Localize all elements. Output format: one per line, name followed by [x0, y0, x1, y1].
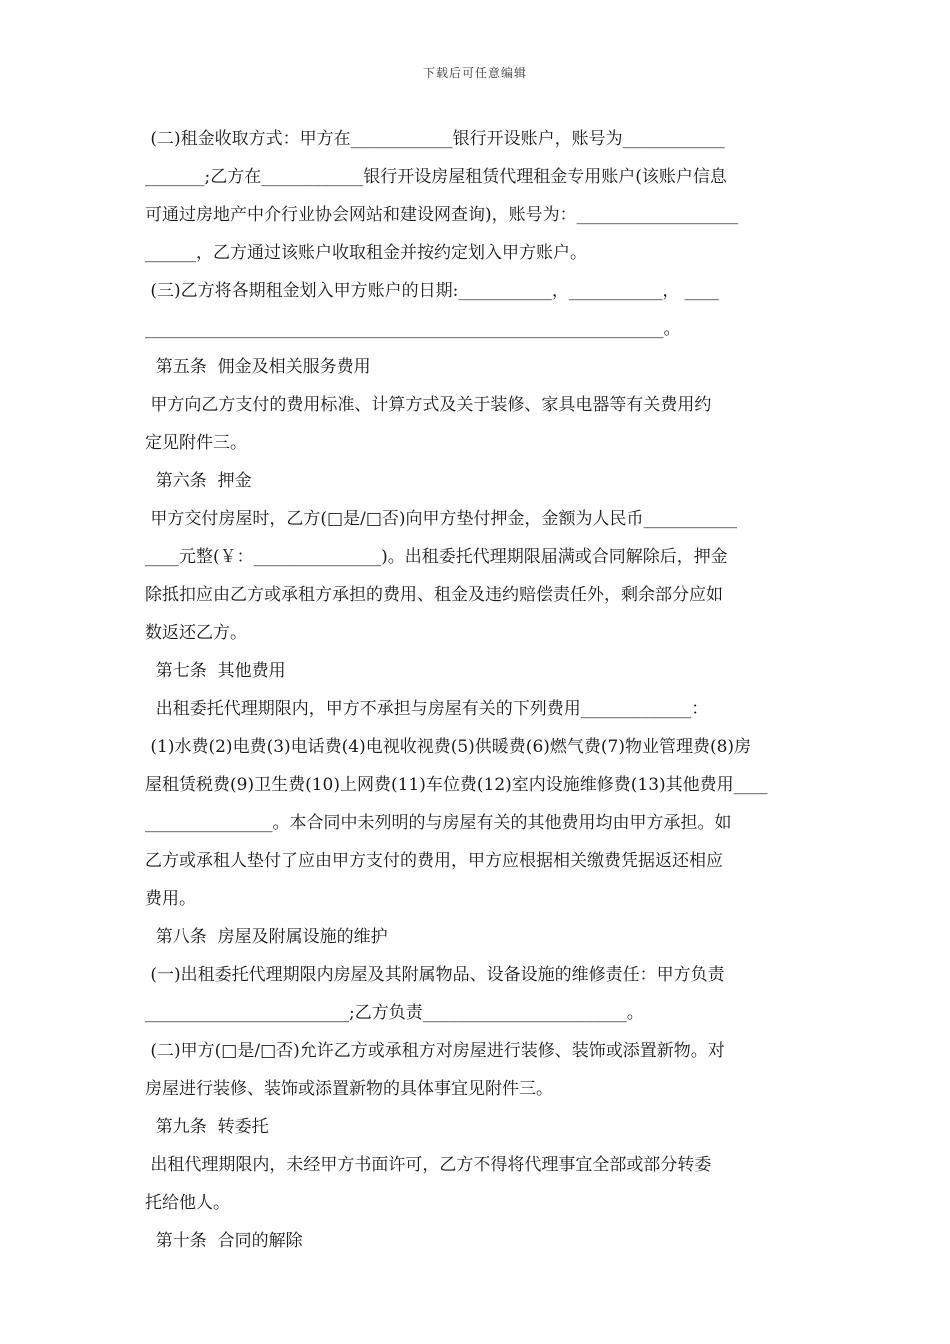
paragraph-line: (一)出租委托代理期限内房屋及其附属物品、设备设施的维修责任：甲方负责 — [145, 965, 725, 985]
paragraph-line: 数返还乙方。 — [145, 623, 247, 643]
section-heading: 第五条 佣金及相关服务费用 — [145, 357, 371, 377]
section-heading: 第十条 合同的解除 — [145, 1231, 303, 1251]
paragraph-line: (1)水费(2)电费(3)电话费(4)电视收视费(5)供暖费(6)燃气费(7)物业管理费(8)房 — [145, 737, 752, 757]
paragraph-line: 房屋进行装修、装饰或添置新物的具体事宜见附件三。 — [145, 1079, 553, 1099]
document-body — [145, 120, 810, 1260]
paragraph-line: 费用。 — [145, 889, 196, 909]
paragraph-line: 托给他人。 — [145, 1193, 230, 1213]
paragraph-line: ______，乙方通过该账户收取租金并按约定划入甲方账户。 — [145, 243, 587, 263]
paragraph-line: (二)租金收取方式：甲方在____________银行开设账户，账号为____________ — [145, 129, 725, 149]
page-header: 下载后可任意编辑 — [422, 66, 527, 80]
paragraph-line: 屋租赁税费(9)卫生费(10)上网费(11)车位费(12)室内设施维修费(13)其他费用____ — [145, 775, 768, 795]
paragraph-line: ____元整(￥：_______________)。出租委托代理期限届满或合同解除后，押金 — [145, 547, 728, 567]
paragraph-line: _____________________________________________________________。 — [145, 319, 681, 339]
paragraph-line: 甲方向乙方支付的费用标准、计算方式及关于装修、家具电器等有关费用约 — [145, 395, 712, 415]
paragraph-line: 可通过房地产中介行业协会网站和建设网查询)，账号为：___________________ — [145, 205, 739, 225]
paragraph-line: 乙方或承租人垫付了应由甲方支付的费用，甲方应根据相关缴费凭据返还相应 — [145, 851, 723, 871]
paragraph-line: 甲方交付房屋时，乙方(□是/□否)向甲方垫付押金，金额为人民币___________ — [145, 509, 738, 529]
paragraph-line: (三)乙方将各期租金划入甲方账户的日期:___________，___________， ____ — [145, 281, 719, 301]
paragraph-line: _______;乙方在____________银行开设房屋租赁代理租金专用账户(该账户信息 — [145, 167, 727, 187]
paragraph-line: _______________。本合同中未列明的与房屋有关的其他费用均由甲方承担。如 — [145, 813, 732, 833]
section-heading: 第六条 押金 — [145, 471, 252, 491]
paragraph-line: 除抵扣应由乙方或承租方承担的费用、租金及违约赔偿责任外，剩余部分应如 — [145, 585, 723, 605]
paragraph-line: 出租代理期限内，未经甲方书面许可，乙方不得将代理事宜全部或部分转委 — [145, 1155, 712, 1175]
section-heading: 第九条 转委托 — [145, 1117, 269, 1137]
paragraph-line: 出租委托代理期限内，甲方不承担与房屋有关的下列费用_____________： — [145, 699, 709, 719]
paragraph-line: ________________________;乙方负责________________________。 — [145, 1003, 644, 1023]
paragraph-line: (二)甲方(□是/□否)允许乙方或承租方对房屋进行装修、装饰或添置新物。对 — [145, 1041, 725, 1061]
section-heading: 第八条 房屋及附属设施的维护 — [145, 927, 388, 947]
paragraph-line: 定见附件三。 — [145, 433, 247, 453]
section-heading: 第七条 其他费用 — [145, 661, 286, 681]
